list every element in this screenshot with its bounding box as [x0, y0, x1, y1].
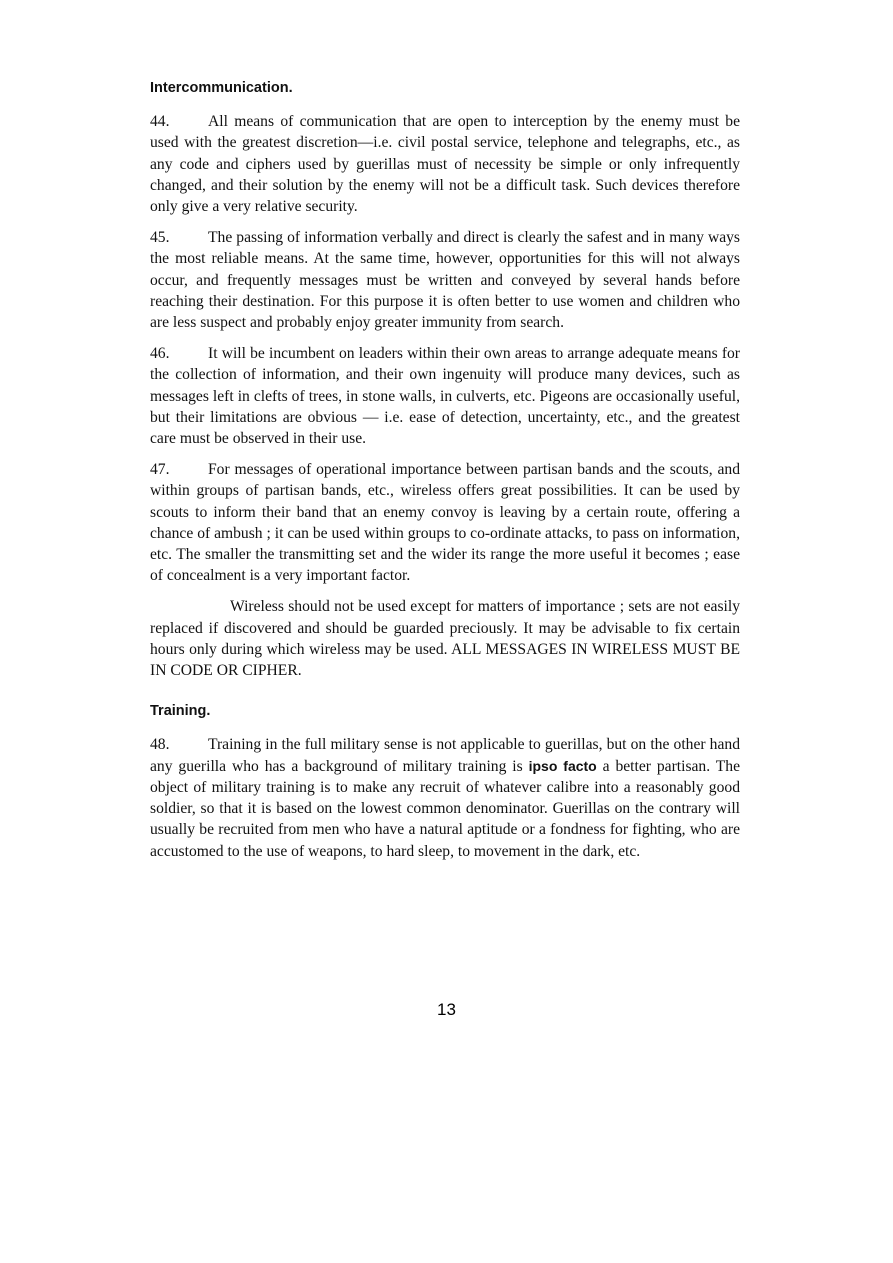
page-number: 13	[437, 1000, 456, 1019]
paragraph-text: For messages of operational importance between partisan bands and the scouts, and within groups of partisan bands, etc., wireless offers great possibilities. It can be used by scouts to inform their band that an enemy convoy is leaving by a certain route, offering a chance of ambush ; it can be used within groups to co-ordinate attacks, to pass on information, etc. The smaller the transmitting set and the wider its range the more useful it becomes ; ease of concealment is a very important factor.	[150, 461, 740, 585]
paragraph-text: The passing of information verbally and direct is clearly the safest and in many ways the most reliable means. At the same time, however, opportunities for this will not always occur, and frequently messages must be written and conveyed by several hands before reaching their destination. For this purpose it is often better to use women and children who are less suspect and probably enjoy greater immunity from search.	[150, 229, 740, 332]
paragraph-wireless: Wireless should not be used except for matters of importance ; sets are not easily replaced if discovered and should be guarded preciously. It may be advisable to fix certain hours only during which wireless may be used. ALL MESSAGES IN WIRELESS MUST BE IN CODE OR CIPHER.	[150, 598, 740, 680]
paragraph-45	[150, 227, 740, 333]
section-heading-training: Training.	[150, 703, 211, 720]
paragraph-48	[150, 734, 740, 861]
paragraph-text-end: a better partisan. The object of military training is to make any recruit of whatever calibre into a reasonably good soldier, so that it is based on the lowest common denominator. Guerillas on the contrary will usually be recruited from men who have a natural aptitude or a fondness for fighting, who are accustomed to the use of weapons, to hard sleep, to movement in the dark, etc.	[150, 757, 740, 860]
paragraph-text-start: Training in the full military sense is not applicable to guerillas, but on the other hand any guerilla who has a background of military training is	[150, 736, 740, 775]
paragraph-number: 46.	[150, 345, 170, 363]
section-heading-intercommunication: Intercommunication.	[150, 80, 293, 96]
paragraph-46	[150, 343, 740, 449]
paragraph-number: 47.	[150, 461, 170, 479]
paragraph-text: All means of communication that are open to interception by the enemy must be used with the greatest discretion—i.e. civil postal service, telephone and telegraphs, etc., as any code and ciphers used by guerillas must of necessity be simple or only infrequently changed, and their solution by the enemy will not be a difficult task. Such devices therefore only give a very relative security.	[150, 113, 740, 216]
paragraph-text: It will be incumbent on leaders within their own areas to arrange adequate means for the collection of information, and their own ingenuity will produce many devices, such as messages left in clefts of trees, in stone walls, in culverts, etc. Pigeons are occasionally useful, but their limitations are obvious — i.e. ease of detection, uncertainty, etc., and the greatest care must be observed in their use.	[150, 345, 740, 448]
paragraph-number: 44.	[150, 113, 170, 131]
paragraph-number: 48.	[150, 736, 170, 754]
document-page	[150, 78, 740, 872]
paragraph-47	[150, 459, 740, 586]
emphasis-ipso-facto: ipso facto	[528, 757, 597, 774]
paragraph-44	[150, 111, 740, 217]
paragraph-number: 45.	[150, 229, 170, 247]
